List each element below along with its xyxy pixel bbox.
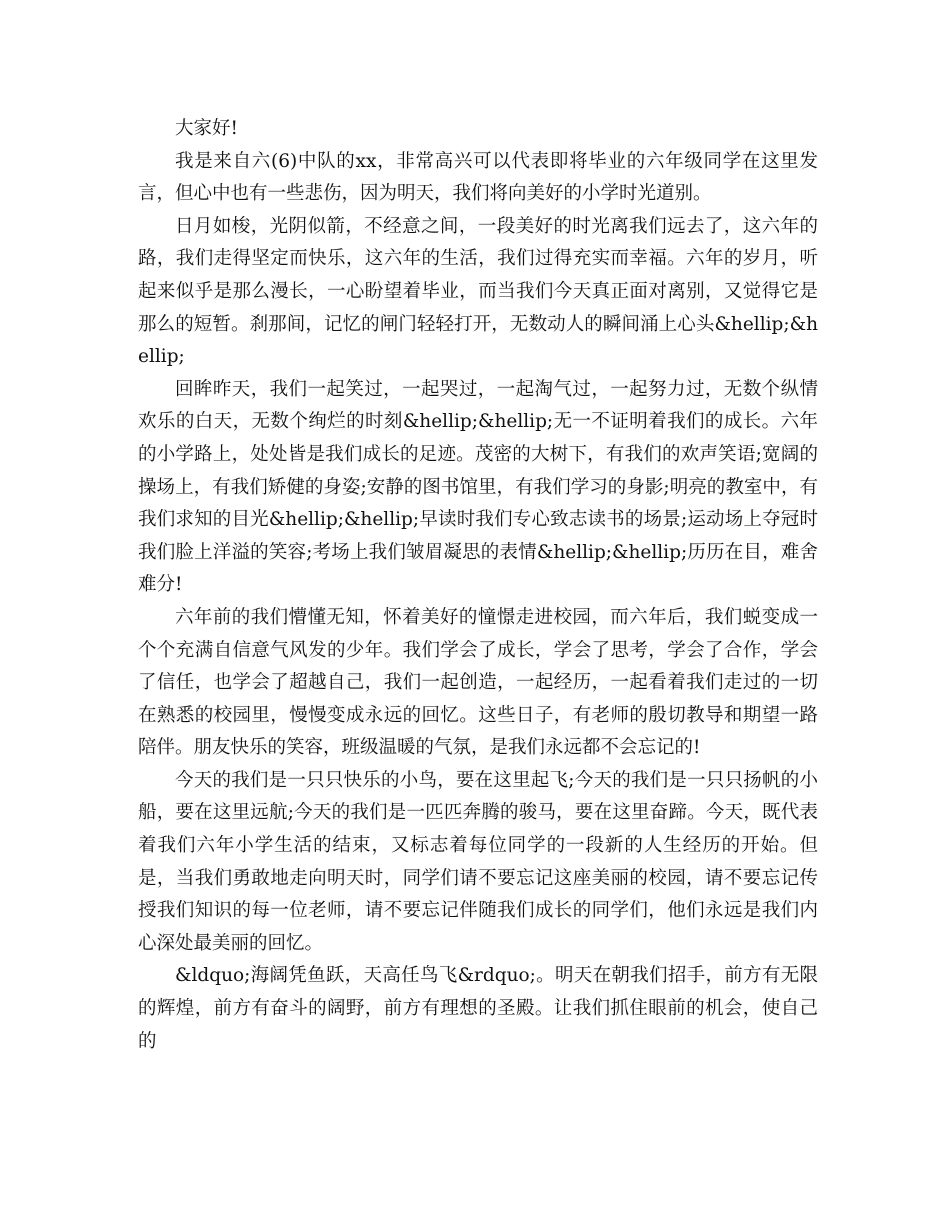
intro-paragraph: 我是来自六(6)中队的xx，非常高兴可以代表即将毕业的六年级同学在这里发言，但心中也有一些悲伤，因为明天，我们将向美好的小学时光道别。: [138, 150, 818, 205]
document-body: [138, 113, 818, 1058]
time-paragraph: 日月如梭，光阴似箭，不经意之间，一段美好的时光离我们远去了，这六年的路，我们走得坚定而快乐，这六年的生活，我们过得充实而幸福。六年的岁月，听起来似乎是那么漫长，一心盼望着毕业，而当我们今天真正面对离别，又觉得它是那么的短暂。刹那间，记忆的闸门轻轻打开，无数动人的瞬间涌上心头&hellip;&hellip;: [138, 215, 818, 368]
memories-paragraph: 回眸昨天，我们一起笑过，一起哭过，一起淘气过，一起努力过，无数个纵情欢乐的白天，无数个绚烂的时刻&hellip;&hellip;无一不证明着我们的成长。六年的小学路上，处处皆是我们成长的足迹。茂密的大树下，有我们的欢声笑语;宽阔的操场上，有我们矫健的身姿;安静的图书馆里，有我们学习的身影;明亮的教室中，有我们求知的目光&hellip;&hellip;早读时我们专心致志读书的场景;运动场上夺冠时我们脸上洋溢的笑容;考场上我们皱眉凝思的表情&hellip;&hellip;历历在目，难舍难分!: [138, 378, 818, 596]
greeting-paragraph: 大家好!: [175, 118, 238, 139]
growth-paragraph: 六年前的我们懵懂无知，怀着美好的憧憬走进校园，而六年后，我们蜕变成一个个充满自信意气风发的少年。我们学会了成长，学会了思考，学会了合作，学会了信任，也学会了超越自己，我们一起创造，一起经历，一起看着我们走过的一切在熟悉的校园里，慢慢变成永远的回忆。这些日子，有老师的殷切教导和期望一路陪伴。朋友快乐的笑容，班级温暖的气氛，是我们永远都不会忘记的!: [138, 606, 818, 759]
future-paragraph: &ldquo;海阔凭鱼跃，天高任鸟飞&rdquo;。明天在朝我们招手，前方有无限的辉煌，前方有奋斗的阔野，前方有理想的圣殿。让我们抓住眼前的机会，使自己的: [138, 965, 818, 1052]
farewell-paragraph: 今天的我们是一只只快乐的小鸟，要在这里起飞;今天的我们是一只只扬帆的小船，要在这里远航;今天的我们是一匹匹奔腾的骏马，要在这里奋蹄。今天，既代表着我们六年小学生活的结束，又标志着每位同学的一段新的人生经历的开始。但是，当我们勇敢地走向明天时，同学们请不要忘记这座美丽的校园，请不要忘记传授我们知识的每一位老师，请不要忘记伴随我们成长的同学们，他们永远是我们内心深处最美丽的回忆。: [138, 769, 818, 954]
